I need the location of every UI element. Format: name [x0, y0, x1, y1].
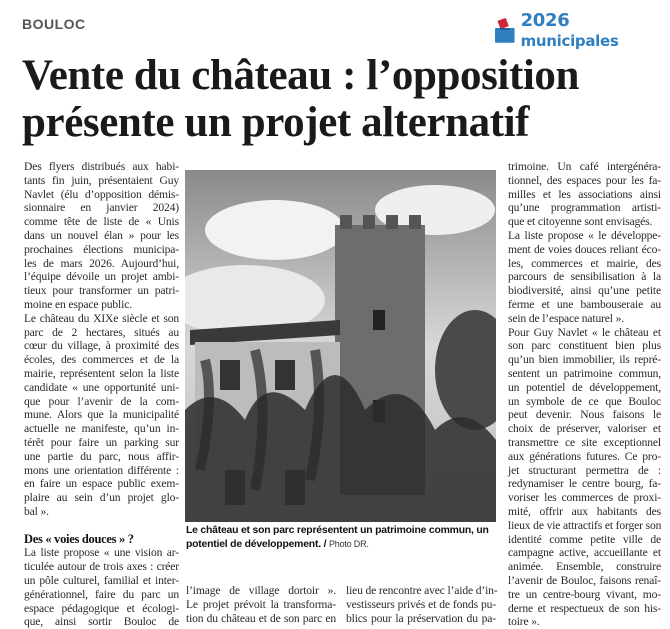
- text-line: sentent un patrimoine commun,: [508, 366, 661, 380]
- text-line: La liste propose « une vision ar-: [24, 546, 179, 560]
- text-line: tieux pour transformer un patri-: [24, 284, 179, 298]
- text-line: tants fin juin, présentaient Guy: [24, 173, 179, 187]
- text-line: ferme et une bambouseraie au: [508, 297, 661, 311]
- article-column-2b: [346, 584, 496, 625]
- article-column-3: [508, 160, 661, 629]
- ballot-box-icon: [494, 18, 516, 44]
- text-line: comme tête de liste de « Unis: [24, 215, 179, 229]
- article-column-2a: [186, 584, 336, 625]
- text-line: écoles, des commerces et de la: [24, 353, 179, 367]
- text-line: Navlet (élu d’opposition démis-: [24, 187, 179, 201]
- text-line: un potentiel de développement,: [508, 380, 661, 394]
- text-line: générationnel, faire du parc un: [24, 587, 179, 601]
- text-line: mune. Alors que la municipalité: [24, 408, 179, 422]
- text-line: tion du château et de son parc en: [186, 611, 336, 625]
- subheading: Des « voies douces » ?: [24, 531, 134, 546]
- photo-credit: Photo DR.: [328, 538, 369, 549]
- text-line: identité comme petite ville de: [508, 532, 661, 546]
- text-line: un pôle culturel, familial et inter-: [24, 573, 179, 587]
- text-line: derne et respectueux de son his-: [508, 601, 661, 615]
- text-line: plaire au sein d’un projet glo-: [24, 491, 179, 505]
- text-line: parcours de sensibilisation à la: [508, 270, 661, 284]
- text-line: tionnel, des espaces pour les fa-: [508, 173, 661, 187]
- municipales-2026-logo: [494, 10, 670, 51]
- text-line: mité, offrir aux habitants des: [508, 504, 661, 518]
- text-line: ticulée autour de trois axes : créer: [24, 560, 179, 574]
- text-line: voriser les commerces de proxi-: [508, 491, 661, 505]
- chateau-photo: [185, 170, 496, 522]
- text-line: redynamiser le centre bourg, fa-: [508, 477, 661, 491]
- text-line: térêt pour faire un parking sur: [24, 435, 179, 449]
- text-line: actuelle ne manifeste, qu’un in-: [24, 422, 179, 436]
- text-line: que et citoyenne sont envisagés.: [508, 215, 653, 229]
- photo-caption: [186, 525, 498, 551]
- text-line: parc de 2 hectares, situés au: [24, 325, 179, 339]
- text-line: l’avenir de Bouloc, faisons renaî-: [508, 573, 661, 587]
- text-line: en faire un espace public exem-: [24, 477, 179, 491]
- article-headline: [22, 52, 579, 146]
- text-line: les, commerces et mairie, des: [508, 256, 661, 270]
- text-line: mairie, représentent selon la liste: [24, 366, 179, 380]
- text-line: prochaines élections municipa-: [24, 242, 179, 256]
- text-line: lieu de rencontre avec l’aide d’in-: [346, 584, 498, 597]
- text-line: Le château du XIXe siècle et son: [24, 311, 179, 325]
- text-line: biodiversité, ainsi qu’une petite: [508, 284, 661, 298]
- text-line: toire ».: [508, 615, 540, 629]
- caption-text: Le château et son parc représentent un patrimoine commun, un potentiel de développement.: [186, 525, 489, 550]
- text-line: que, ainsi sortir Bouloc de: [24, 615, 179, 629]
- text-line: que pour l’avenir de la com-: [24, 394, 179, 408]
- caption-separator: /: [323, 538, 327, 550]
- text-line: l’image de village dortoir ».: [186, 584, 336, 597]
- text-line: peut devenir. Nous faisons le: [508, 408, 661, 422]
- text-line: candidate « une opportunité uni-: [24, 380, 179, 394]
- text-line: les de mars 2026. Aujourd’hui,: [24, 256, 179, 270]
- text-line: bal ».: [24, 504, 49, 518]
- text-line: son parc constituent bien plus: [508, 339, 661, 353]
- text-line: aux générations futures. Ce pro-: [508, 449, 661, 463]
- text-line: campagne active, accueillante et: [508, 546, 661, 560]
- text-line: Des flyers distribués aux habi-: [24, 160, 179, 173]
- text-line: espace pédagogique et écologi-: [24, 601, 179, 615]
- text-line: blics pour la préservation du pa-: [346, 611, 496, 625]
- text-line: tre un centre-bourg vivant, mo-: [508, 587, 661, 601]
- logo-year: 2026: [520, 10, 570, 31]
- text-line: qu’une programmation artisti-: [508, 201, 661, 215]
- section-rubric: BOULOC: [22, 16, 86, 32]
- text-line: vestisseurs privés et de fonds pu-: [346, 597, 496, 611]
- text-line: Le projet prévoit la transforma-: [186, 597, 336, 611]
- text-line: Pour Guy Navlet « le château et: [508, 325, 661, 339]
- text-line: mons une orientation différente :: [24, 463, 179, 477]
- text-line: ment de voies douces reliant éco-: [508, 242, 661, 256]
- text-line: un symbole de ce que Bouloc: [508, 394, 661, 408]
- headline-line-2: présente un projet alternatif: [22, 99, 530, 146]
- text-line: cœur du village, à proximité des: [24, 339, 179, 353]
- text-line: sionnaire en janvier 2024): [24, 201, 179, 215]
- text-line: sein de l’espace naturel ».: [508, 311, 625, 325]
- text-line: une partie du parc, nous affir-: [24, 449, 179, 463]
- text-line: milles et les associations ainsi: [508, 187, 661, 201]
- text-line: animée. Ensemble, construire: [508, 560, 661, 574]
- paragraph-gap: [24, 519, 179, 533]
- text-line: La liste propose « le développe-: [508, 228, 661, 242]
- text-line: moine en espace public.: [24, 297, 132, 311]
- text-line: l’équipe dévoile un projet ambi-: [24, 270, 179, 284]
- article-column-1: [24, 160, 179, 629]
- headline-line-1: Vente du château : l’opposition: [22, 52, 580, 99]
- text-line: trimoine. Un café intergénéra-: [508, 160, 661, 173]
- text-line: qu’un bien immobilier, ils repré-: [508, 353, 661, 367]
- text-line: dans un nouvel élan » pour les: [24, 228, 179, 242]
- logo-word: municipales: [520, 32, 619, 50]
- text-line: choix de préserver, valoriser et: [508, 422, 661, 436]
- text-line: lieux de vie attractifs et forger son: [508, 518, 662, 532]
- text-line: transmettre ce site exceptionnel: [508, 435, 661, 449]
- text-line: jet structurant permettra de :: [508, 463, 661, 477]
